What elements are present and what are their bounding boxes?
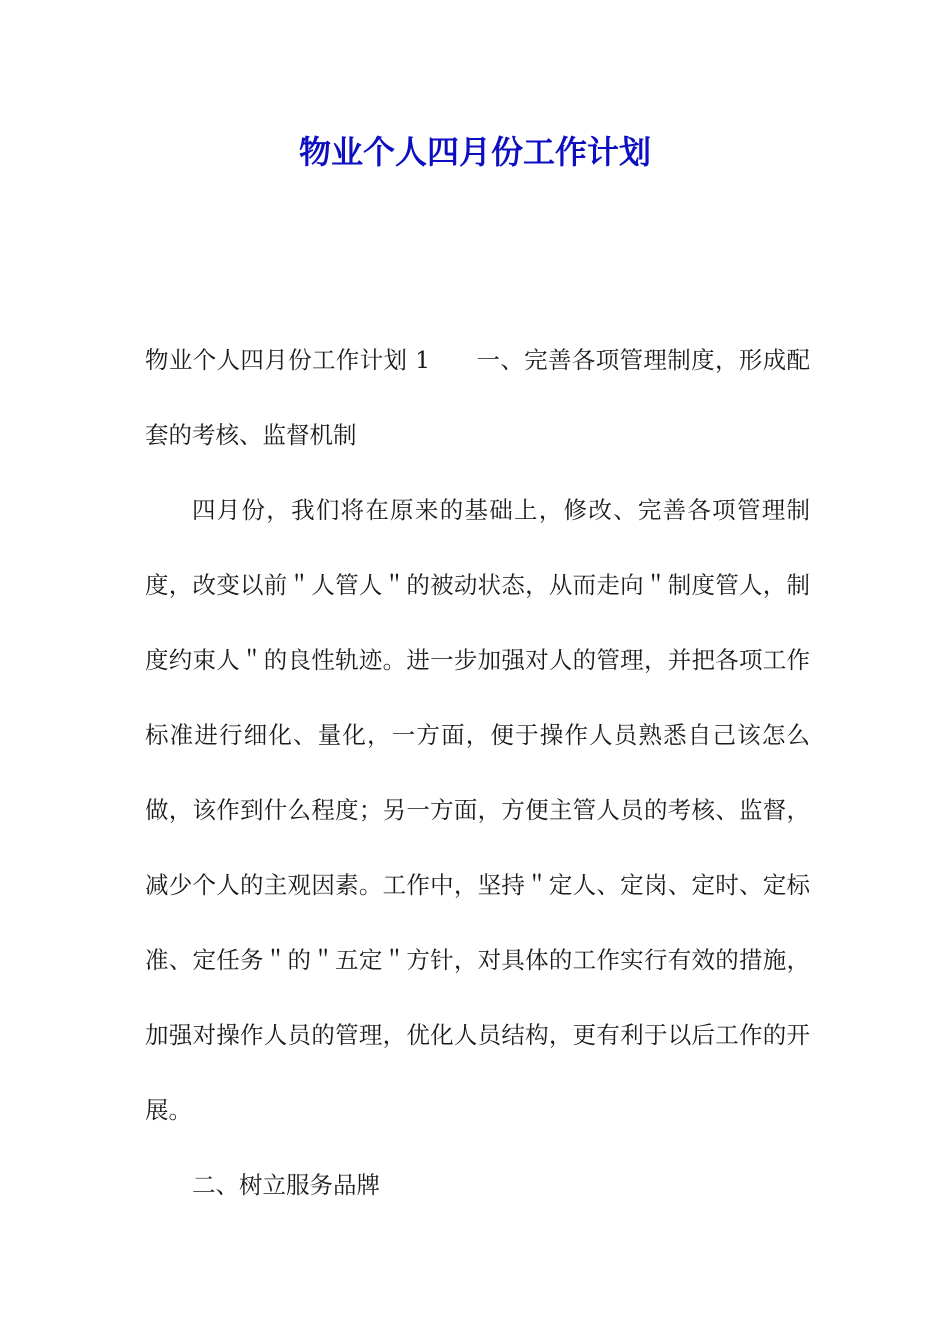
document-title: 物业个人四月份工作计划 [298, 133, 651, 171]
section-two-title: 二、树立服务品牌 [192, 1171, 380, 1199]
plan-label: 物业个人四月份工作计划 1 [145, 346, 431, 374]
section-one-title: 一、完善各项管理制度，形成配套的考核、监督机制 [145, 346, 811, 449]
body-paragraph: 四月份，我们将在原来的基础上，修改、完善各项管理制度，改变以前＂人管人＂的被动状态，从而走向＂制度管人，制度约束人＂的良性轨迹。进一步加强对人的管理，并把各项工作标准进行细化、量化，一方面，便于操作人员熟悉自己该怎么做，该作到什么程度；另一方面，方便主管人员的考核、监督，减少个人的主观因素。工作中，坚持＂定人、定岗、定时、定标准、定任务＂的＂五定＂方针，对具体的工作实行有效的措施，加强对操作人员的管理，优化人员结构，更有利于以后工作的开展。 [145, 496, 810, 1124]
intro-paragraph [145, 323, 810, 473]
